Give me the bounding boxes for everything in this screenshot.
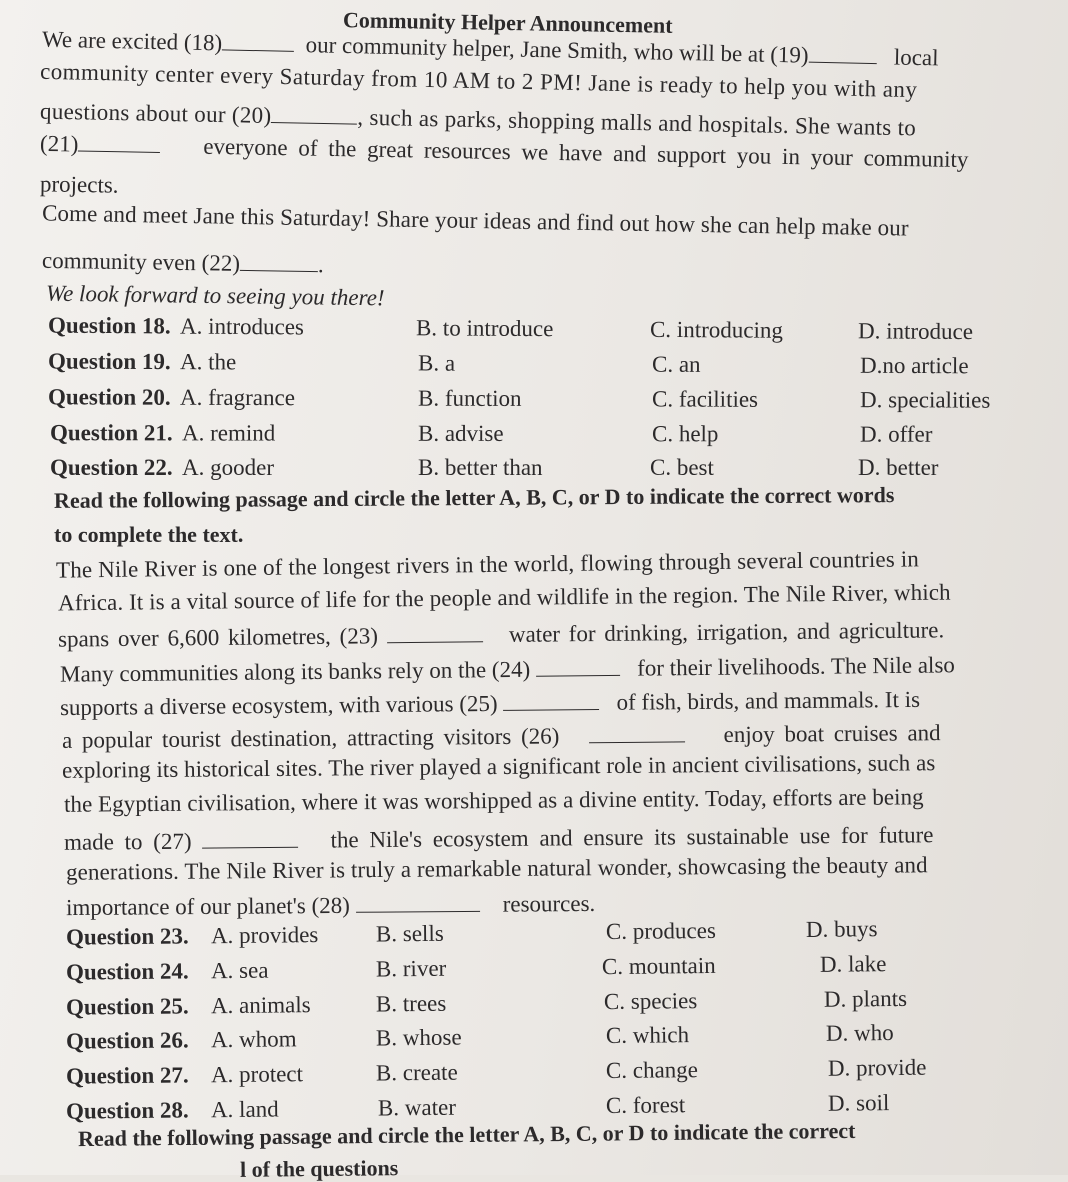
q23-option-c[interactable]: C. produces [605,917,716,945]
nile-line-2: Africa. It is a vital source of life for the people and wildlife in the region. The Nile River, which [57,579,951,616]
question-28-row: Question 28. A. land B. water C. forest D. soil [65,1090,890,1124]
nile-line-5: supports a diverse ecosystem, with various (25) of fish, birds, and mammals. It is [59,686,921,721]
q18-option-d[interactable]: D. introduce [857,318,974,345]
blank-23 [386,618,482,643]
q22-option-d[interactable]: D. better [858,455,939,480]
q20-option-d[interactable]: D. specialities [859,387,991,413]
q23-option-a[interactable]: A. provides [210,922,319,949]
q24-option-d[interactable]: D. lake [819,951,887,977]
question-22-row: Question 22. A. gooder B. better than C. best D. better [50,455,939,480]
question-24-row: Question 24. A. sea B. river C. mountain D. lake [65,951,887,985]
announcement-line-6: Come and meet Jane this Saturday! Share your ideas and find out how she can help make our [41,200,909,241]
q25-option-a[interactable]: A. animals [210,992,311,1019]
nile-line-11: importance of our planet's (28) resources. [66,887,595,922]
q25-option-c[interactable]: C. species [603,988,698,1015]
q22-option-c[interactable]: C. best [650,455,714,480]
q28-option-d[interactable]: D. soil [827,1090,890,1116]
q26-option-b[interactable]: B. whose [375,1024,462,1051]
blank-26 [588,718,684,743]
blank-28 [356,888,480,913]
q22-option-a[interactable]: A. gooder [182,455,274,480]
q26-option-a[interactable]: A. whom [210,1026,297,1053]
blank-21 [78,128,160,153]
nile-line-8: the Egyptian civilisation, where it was worshipped as a divine entity. Today, efforts are being [63,784,924,817]
q19-option-c[interactable]: C. an [651,351,701,377]
blank-18 [222,26,294,52]
announcement-line-7: community even (22) . [41,247,324,278]
blank-19 [808,39,876,64]
q18-option-c[interactable]: C. introducing [649,316,783,343]
blank-20 [271,99,357,125]
nile-line-1: The Nile River is one of the longest rivers in the world, flowing through several countries in [55,546,920,583]
q20-option-c[interactable]: C. facilities [651,386,759,412]
q19-option-b[interactable]: B. a [417,350,456,376]
nile-line-10: generations. The Nile River is truly a remarkable natural wonder, showcasing the beauty and [65,852,928,885]
q24-option-b[interactable]: B. river [375,955,447,982]
q18-option-a[interactable]: A. introduces [179,313,305,340]
q21-option-c[interactable]: C. help [651,421,719,447]
question-18-row: Question 18. A. introduces B. to introduce C. introducing D. introduce [47,312,974,345]
instruction-heading-1: Read the following passage and circle the letter A, B, C, or D to indicate the correct words [53,482,895,513]
question-19-row: Question 19. A. the B. a C. an D.no article [47,348,969,379]
blank-27 [202,824,298,849]
instruction-heading-1b: to complete the text. [54,522,244,547]
question-23-row: Question 23. A. provides B. sells C. produces D. buys [65,916,878,950]
q27-option-a[interactable]: A. protect [210,1061,304,1088]
blank-22 [240,247,318,272]
q28-option-c[interactable]: C. forest [605,1092,686,1119]
q27-option-c[interactable]: C. change [605,1057,699,1084]
q24-option-a[interactable]: A. sea [210,957,269,984]
q19-option-a[interactable]: A. the [179,349,237,375]
question-26-row: Question 26. A. whom B. whose C. which D. who [65,1020,894,1054]
question-20-row: Question 20. A. fragrance B. function C. facilities D. specialities [47,384,991,413]
nile-line-4: Many communities along its banks rely on the (24) for their livelihoods. The Nile also [59,652,955,687]
question-25-row: Question 25. A. animals B. trees C. species D. plants [65,985,908,1020]
nile-line-9: made to (27) the Nile's ecosystem and ensure its sustainable use for future [63,822,934,855]
question-21-row: Question 21. A. remind B. advise C. help D. offer [49,420,933,447]
announcement-line-1: We are excited (18) our community helper, Jane Smith, who will be at (19) local [41,26,939,71]
question-27-row: Question 27. A. protect B. create C. change D. provide [65,1054,927,1089]
q20-option-b[interactable]: B. function [417,385,522,411]
q26-option-d[interactable]: D. who [825,1020,894,1046]
announcement-line-3: questions about our (20) , such as parks, shopping malls and hospitals. She wants to [39,98,917,141]
q20-option-a[interactable]: A. fragrance [179,384,295,411]
q26-option-c[interactable]: C. which [605,1022,690,1049]
q21-option-a[interactable]: A. remind [181,420,276,446]
q24-option-c[interactable]: C. mountain [601,952,716,980]
q25-option-b[interactable]: B. trees [375,990,447,1017]
announcement-line-5: projects. [39,171,119,198]
q19-option-d[interactable]: D.no article [859,352,969,379]
nile-line-7: exploring its historical sites. The river played a significant role in ancient civilisations, such as [61,750,936,783]
announcement-line-4: (21) everyone of the great resources we have and support you in your community [40,127,969,174]
q25-option-d[interactable]: D. plants [823,985,908,1012]
nile-line-3: spans over 6,600 kilometres, (23) water for drinking, irrigation, and agriculture. [57,617,945,652]
q27-option-b[interactable]: B. create [375,1059,458,1086]
announcement-title: Community Helper Announcement [342,7,673,38]
announcement-line-2: community center every Saturday from 10 AM to 2 PM! Jane is ready to help you with any [39,58,918,103]
instruction-heading-2b: l of the questions [239,1155,399,1182]
blank-25 [503,686,599,711]
q28-option-b[interactable]: B. water [377,1094,457,1121]
announcement-closing: We look forward to seeing you there! [45,280,385,311]
nile-line-6: a popular tourist destination, attracting visitors (26) enjoy boat cruises and [61,720,941,753]
instruction-heading-2: Read the following passage and circle the letter A, B, C, or D to indicate the correct [77,1117,856,1152]
q23-option-b[interactable]: B. sells [375,920,444,947]
q18-option-b[interactable]: B. to introduce [415,315,554,342]
q21-option-d[interactable]: D. offer [859,421,933,447]
q28-option-a[interactable]: A. land [210,1096,279,1123]
q23-option-d[interactable]: D. buys [805,916,878,942]
q27-option-d[interactable]: D. provide [827,1054,927,1081]
blank-24 [536,652,620,677]
q21-option-b[interactable]: B. advise [417,420,504,446]
q22-option-b[interactable]: B. better than [418,455,543,480]
